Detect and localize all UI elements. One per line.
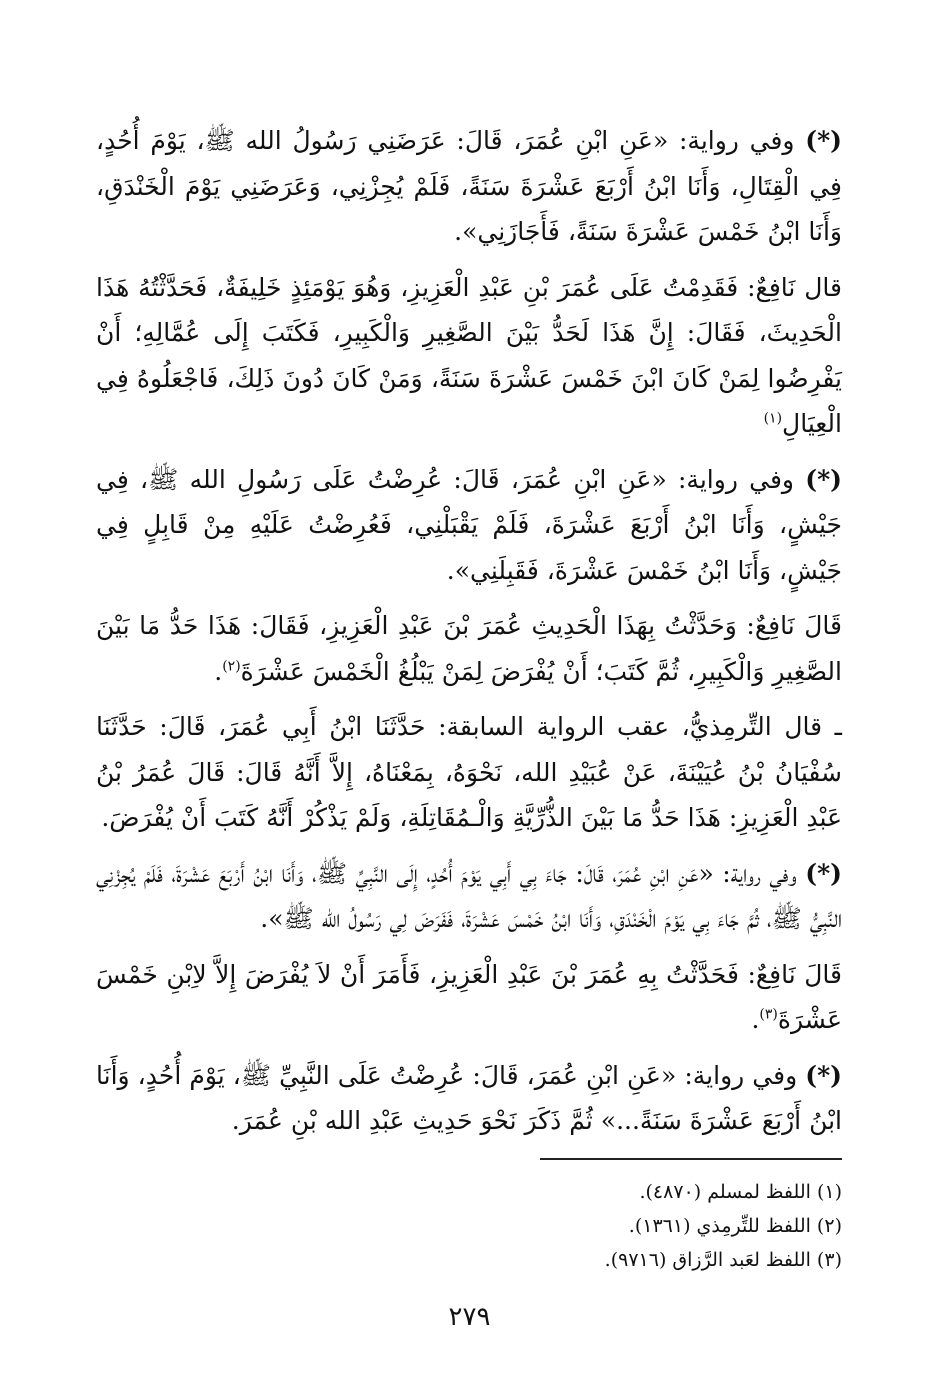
footnote-ref-1[interactable]: (١) [763, 410, 783, 427]
paragraph-tail: . [751, 1005, 760, 1034]
paragraph-4 [96, 603, 842, 694]
page-number: ٢٧٩ [448, 1302, 491, 1332]
paragraph-text: قَالَ نَافِعٌ: فَحَدَّثْتُ بِهِ عُمَرَ بْنَ عَبْدِ الْعَزِيزِ، فَأَمَرَ أَنْ لاَ يُفْرَضَ إِلاَّ لاِبْنِ خَمْسَ عَشْرَةَ [96, 959, 842, 1034]
paragraph-text: وفي رواية: «عَنِ ابْنِ عُمَرَ، قَالَ: عُرِضْتُ عَلَى النَّبِيِّ ﷺ، يَوْمَ أُحُدٍ، وَأَنَا ابْنُ أَرْبَعَ عَشْرَةَ سَنَةً...» ثُمَّ ذَكَرَ نَحْوَ حَدِيثِ عَبْدِ الله بْنِ عُمَرَ. [96, 1060, 842, 1135]
footnote-divider [540, 1158, 842, 1160]
paragraph-8 [96, 1053, 842, 1144]
paragraph-text: ـ قال التِّرمِذيُّ، عقب الرواية السابقة: حَدَّثَنَا ابْنُ أَبِي عُمَرَ، قَالَ: حَدَّثَنَا سُفْيَانُ بْنُ عُيَيْنَةَ، عَنْ عُبَيْدِ الله، نَحْوَهُ، بِمَعْنَاهُ، إِلاَّ أَنَّهُ قَالَ: قَالَ عُمَرُ بْنُ عَبْدِ الْعَزِيزِ: هَذَا حَدُّ مَا بَيْنَ الذُّرِّيَّةِ وَالْـمُقَاتِلَةِ، وَلَمْ يَذْكُرْ أَنَّهُ كَتَبَ أَنْ يُفْرَضَ. [96, 712, 842, 832]
paragraph-text: وفي رواية: «عَنِ ابْنِ عُمَرَ، قَالَ: عُرِضْتُ عَلَى رَسُولِ الله ﷺ، فِي جَيْشٍ، وَأَنَا ابْنُ أَرْبَعَ عَشْرَةَ، فَلَمْ يَقْبَلْنِي، فَعُرِضْتُ عَلَيْهِ مِنْ قَابِلٍ فِي جَيْشٍ، وَأَنَا ابْنُ خَمْسَ عَشْرَةَ، فَقَبِلَنِي». [96, 464, 842, 585]
narration-marker: (*) [805, 464, 842, 494]
footnote-ref-3[interactable]: (٣) [759, 1006, 778, 1023]
paragraph-text: قال نَافِعٌ: فَقَدِمْتُ عَلَى عُمَرَ بْنِ عَبْدِ الْعَزِيزِ، وَهُوَ يَوْمَئِذٍ خَلِيفَةٌ، فَحَدَّثْتُهُ هَذَا الْحَدِيثَ، فَقَالَ: إِنَّ هَذَا لَحَدُّ بَيْنَ الصَّغِيرِ وَالْكَبِيرِ، فَكَتَبَ إِلَى عُمَّالِهِ؛ أَنْ يَفْرِضُوا لِمَنْ كَانَ ابْنَ خَمْسَ عَشْرَةَ سَنَةً، وَمَنْ كَانَ دُونَ ذَلِكَ، فَاجْعَلُوهُ فِي الْعِيَالِ [96, 272, 842, 438]
footnote-1: (١) اللفظ لمسلم (٤٨٧٠). [639, 1181, 842, 1203]
footnote-2: (٢) اللفظ للتِّرمِذي (١٣٦١). [628, 1215, 842, 1237]
paragraph-2 [96, 265, 842, 447]
footnote-ref-2[interactable]: (٢) [222, 658, 241, 675]
main-text [96, 118, 842, 1144]
paragraph-text: وفي رواية: «عَنِ ابْنِ عُمَرَ، قَالَ: عَرَضَنِي رَسُولُ الله ﷺ، يَوْمَ أُحُدٍ، فِي الْقِتَالِ، وَأَنَا ابْنُ أَرْبَعَ عَشْرَةَ سَنَةً، فَلَمْ يُجِزْنِي، وَعَرَضَنِي يَوْمَ الْخَنْدَقِ، وَأَنَا ابْنُ خَمْسَ عَشْرَةَ سَنَةً، فَأَجَازَنِي». [96, 126, 842, 246]
paragraph-5 [96, 704, 842, 841]
paragraph-7 [96, 952, 842, 1043]
paragraph-text: قَالَ نَافِعٌ: وَحَدَّثْتُ بِهَذَا الْحَدِيثِ عُمَرَ بْنَ عَبْدِ الْعَزِيزِ، فَقَالَ: هَذَا حَدُّ مَا بَيْنَ الصَّغِيرِ وَالْكَبِيرِ، ثُمَّ كَتَبَ؛ أَنْ يُفْرَضَ لِمَنْ يَبْلُغُ الْخَمْسَ عَشْرَةَ [96, 611, 842, 686]
paragraph-1 [96, 118, 842, 255]
narration-marker: (*) [805, 858, 842, 888]
paragraph-tail: . [214, 656, 223, 686]
footnote-3: (٣) اللفظ لعَبد الرَّزاق (٩٧١٦). [604, 1249, 842, 1271]
paragraph-6 [96, 851, 842, 942]
footnotes [96, 1175, 842, 1277]
narration-marker: (*) [805, 126, 842, 155]
paragraph-text: وفي رواية: «عَنِ ابْنِ عُمَرَ، قَالَ: جَاءَ بِي أَبِي يَوْمَ أُحُدٍ، إِلَى النَّبِيِّ ﷺ، وَأَنَا ابْنُ أَرْبَعَ عَشْرَةَ، فَلَمْ يُجِزْنِي النَّبِيُّ ﷺ، ثُمَّ جَاءَ بِي يَوْمَ الْخَنْدَقِ، وَأَنَا ابْنُ خَمْسَ عَشْرَةَ، فَفَرَضَ لِي رَسُولُ الله ﷺ». [96, 858, 842, 933]
narration-marker: (*) [805, 1060, 842, 1090]
paragraph-3 [96, 457, 842, 594]
